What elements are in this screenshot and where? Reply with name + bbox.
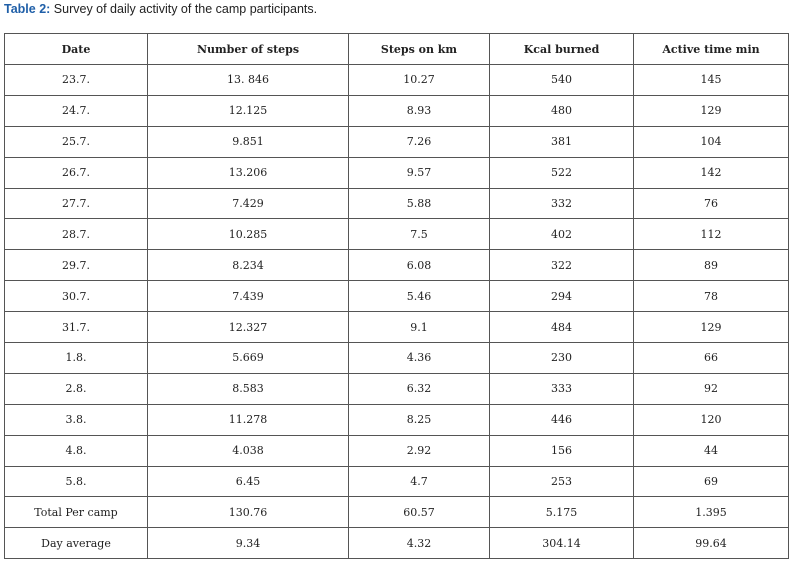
cell-active-time: 99.64 [634,528,789,559]
table-row [5,95,789,126]
cell-steps-on-km: 10.27 [349,65,490,96]
cell-active-time: 92 [634,373,789,404]
header-active-time: Active time min [634,34,789,65]
table-row [5,312,789,343]
cell-active-time: 69 [634,466,789,497]
cell-active-time: 112 [634,219,789,250]
cell-kcal-burned: 322 [490,250,634,281]
cell-active-time: 66 [634,343,789,374]
cell-date: 27.7. [5,188,148,219]
cell-active-time: 129 [634,312,789,343]
cell-number-of-steps: 5.669 [148,343,349,374]
cell-kcal-burned: 333 [490,373,634,404]
cell-active-time: 145 [634,65,789,96]
cell-number-of-steps: 7.439 [148,281,349,312]
cell-steps-on-km: 7.26 [349,126,490,157]
table-row [5,497,789,528]
cell-steps-on-km: 4.36 [349,343,490,374]
table-caption-text: Survey of daily activity of the camp participants. [50,2,318,16]
cell-active-time: 44 [634,435,789,466]
table-header-row [5,34,789,65]
cell-steps-on-km: 60.57 [349,497,490,528]
cell-number-of-steps: 6.45 [148,466,349,497]
cell-steps-on-km: 6.32 [349,373,490,404]
cell-kcal-burned: 540 [490,65,634,96]
cell-steps-on-km: 7.5 [349,219,490,250]
cell-kcal-burned: 381 [490,126,634,157]
cell-kcal-burned: 253 [490,466,634,497]
table-row [5,373,789,404]
cell-date: 5.8. [5,466,148,497]
header-steps-on-km: Steps on km [349,34,490,65]
cell-date: 26.7. [5,157,148,188]
table-row [5,281,789,312]
cell-date: 30.7. [5,281,148,312]
cell-kcal-burned: 332 [490,188,634,219]
cell-date: Total Per camp [5,497,148,528]
cell-number-of-steps: 7.429 [148,188,349,219]
table-row [5,250,789,281]
cell-kcal-burned: 446 [490,404,634,435]
header-kcal-burned: Kcal burned [490,34,634,65]
cell-active-time: 129 [634,95,789,126]
cell-active-time: 78 [634,281,789,312]
cell-number-of-steps: 8.583 [148,373,349,404]
cell-number-of-steps: 13.206 [148,157,349,188]
cell-number-of-steps: 11.278 [148,404,349,435]
table-row [5,157,789,188]
cell-number-of-steps: 12.327 [148,312,349,343]
cell-date: 4.8. [5,435,148,466]
cell-date: 23.7. [5,65,148,96]
cell-steps-on-km: 5.88 [349,188,490,219]
cell-number-of-steps: 9.34 [148,528,349,559]
cell-kcal-burned: 484 [490,312,634,343]
cell-active-time: 89 [634,250,789,281]
cell-number-of-steps: 12.125 [148,95,349,126]
cell-kcal-burned: 402 [490,219,634,250]
header-date: Date [5,34,148,65]
cell-steps-on-km: 8.93 [349,95,490,126]
cell-steps-on-km: 9.1 [349,312,490,343]
table-body [5,65,789,559]
table-row [5,219,789,250]
cell-date: 24.7. [5,95,148,126]
cell-kcal-burned: 5.175 [490,497,634,528]
table-row [5,466,789,497]
cell-active-time: 142 [634,157,789,188]
cell-kcal-burned: 230 [490,343,634,374]
cell-date: 28.7. [5,219,148,250]
cell-steps-on-km: 9.57 [349,157,490,188]
cell-date: 29.7. [5,250,148,281]
cell-kcal-burned: 294 [490,281,634,312]
table-row [5,528,789,559]
cell-date: Day average [5,528,148,559]
table-caption-label: Table 2: [4,2,51,16]
cell-number-of-steps: 9.851 [148,126,349,157]
table-row [5,65,789,96]
cell-number-of-steps: 130.76 [148,497,349,528]
cell-date: 2.8. [5,373,148,404]
table-caption [4,2,317,16]
header-number-of-steps: Number of steps [148,34,349,65]
table-row [5,404,789,435]
cell-number-of-steps: 10.285 [148,219,349,250]
table-row [5,188,789,219]
cell-steps-on-km: 5.46 [349,281,490,312]
cell-active-time: 104 [634,126,789,157]
cell-number-of-steps: 13. 846 [148,65,349,96]
cell-active-time: 76 [634,188,789,219]
cell-number-of-steps: 8.234 [148,250,349,281]
cell-date: 25.7. [5,126,148,157]
cell-steps-on-km: 4.7 [349,466,490,497]
cell-active-time: 1.395 [634,497,789,528]
table-row [5,126,789,157]
cell-steps-on-km: 2.92 [349,435,490,466]
cell-kcal-burned: 156 [490,435,634,466]
cell-date: 3.8. [5,404,148,435]
activity-table [4,33,789,559]
cell-date: 1.8. [5,343,148,374]
cell-steps-on-km: 8.25 [349,404,490,435]
cell-active-time: 120 [634,404,789,435]
cell-kcal-burned: 522 [490,157,634,188]
table-row [5,435,789,466]
cell-kcal-burned: 304.14 [490,528,634,559]
cell-steps-on-km: 6.08 [349,250,490,281]
cell-number-of-steps: 4.038 [148,435,349,466]
table-row [5,343,789,374]
cell-kcal-burned: 480 [490,95,634,126]
cell-steps-on-km: 4.32 [349,528,490,559]
cell-date: 31.7. [5,312,148,343]
